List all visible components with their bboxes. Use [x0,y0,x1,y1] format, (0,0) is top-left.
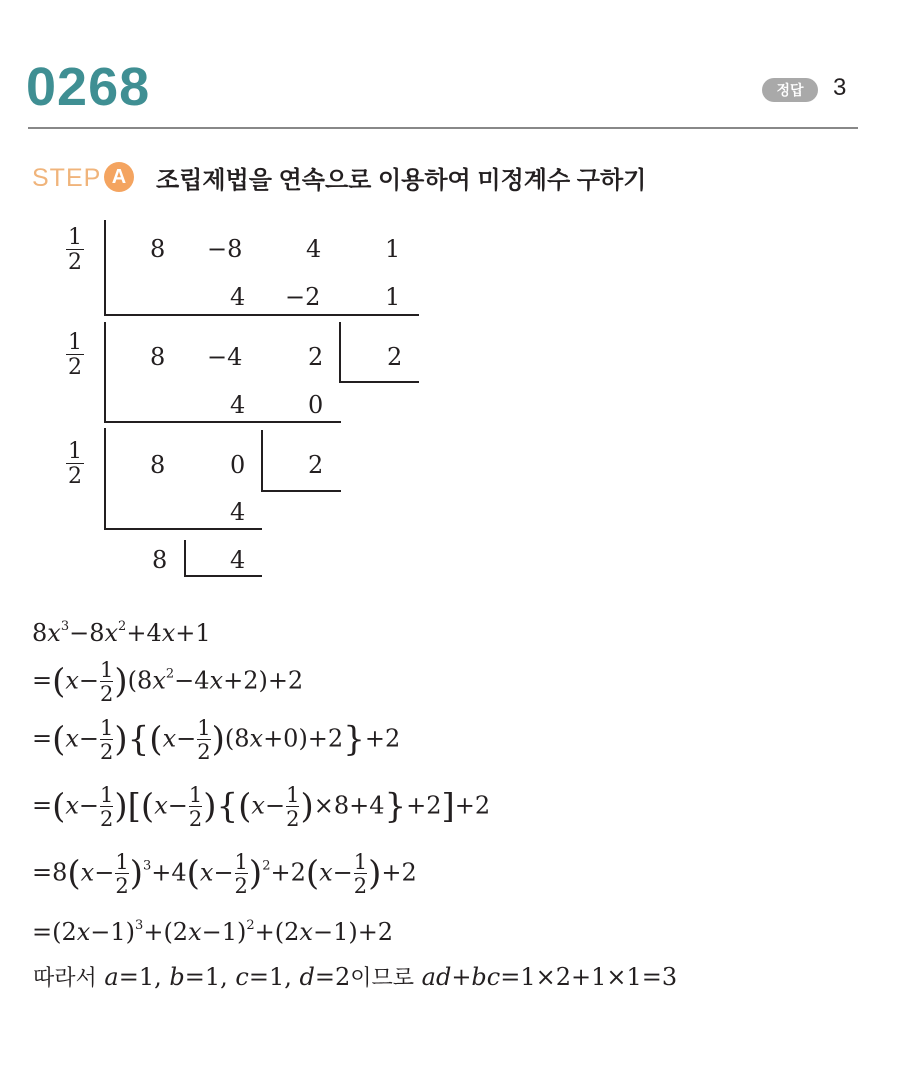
step-label: STEP [32,164,102,192]
block2-product-2: 0 [308,391,324,419]
block3-coef-1: 8 [150,451,166,479]
equation-line-4: =(x− $\frac{1}{2}$ )[(x− $\frac{1}{2}$ ){(x− $\frac{1}{2}$ )×8+4}+2]+2 [32,783,491,832]
block2-product-1: 4 [230,391,246,419]
divisor-1: $\frac{1}{2}$ [68,225,82,275]
block2-coef-1: 8 [150,343,166,371]
problem-number: 0268 [26,57,151,117]
equation-line-5: =8(x− $\frac{1}{2}$ )$^3$+4(x− $\frac{1}{2}$ )$^2$+2(x− $\frac{1}{2}$ )+2 [32,850,417,899]
block3-product-1: 4 [230,498,246,526]
answer-badge: 정답 [762,78,818,102]
block1-coef-1: 8 [150,235,166,263]
block3-coef-2: 0 [230,451,246,479]
block1-product-1: 4 [230,283,246,311]
header-divider [28,127,858,129]
conclusion-prefix: 따라서 [33,965,97,990]
block3-remainder: 2 [308,451,324,479]
conclusion-line: 따라서 a=1, b=1, c=1, d=2이므로 ad+bc=1×2+1×1=3 [33,963,678,991]
block1-product-2: −2 [285,283,321,311]
block1-product-3: 1 [385,283,401,311]
step-title: 조립제법을 연속으로 이용하여 미정계수 구하기 [156,167,647,194]
block2-coef-2: −4 [207,343,243,371]
step-letter-badge: A [104,162,134,192]
block4-remainder: 4 [230,546,246,574]
block1-coef-3: 4 [306,235,322,263]
equation-line-6: $=(2x-1)^3+(2x-1)^2+(2x-1)+2$ [32,918,394,946]
answer-value: 3 [833,74,847,101]
equation-line-1: $8x^3-8x^2+4x+1$ [32,619,211,647]
block2-remainder: 2 [387,343,403,371]
divisor-2: $\frac{1}{2}$ [68,330,82,380]
divisor-3: $\frac{1}{2}$ [68,439,82,489]
block2-coef-3: 2 [308,343,324,371]
conclusion-mid: 이므로 [350,965,414,990]
equation-line-3: =(x− $\frac{1}{2}$ ){(x− $\frac{1}{2}$ )(8x+0)+2}+2 [32,716,401,765]
equation-line-2: =(x− $\frac{1}{2}$ )$(8x^2-4x+2)+2$ [32,658,304,707]
block1-coef-2: −8 [207,235,243,263]
block1-coef-4: 1 [385,235,401,263]
block4-coef: 8 [152,546,168,574]
